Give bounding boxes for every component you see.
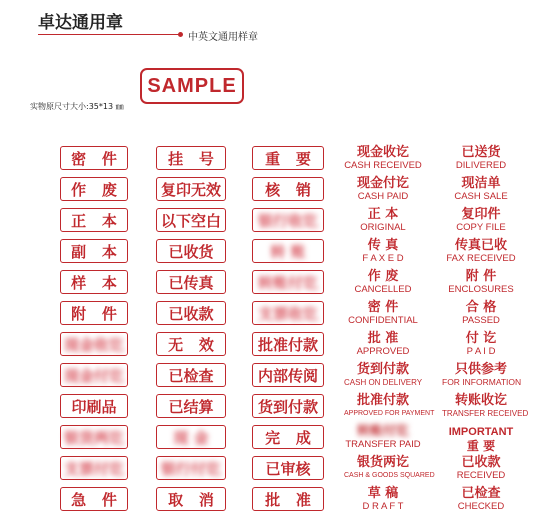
stamp-en: TRANSFER PAID [345, 439, 421, 450]
stamp-cn: 合 格 [465, 300, 497, 315]
stamp: 复印无效 [156, 177, 226, 201]
stamp-en: CASH RECEIVED [344, 160, 422, 171]
stamp-en: FAX RECEIVED [446, 253, 516, 264]
stamp: 已检查 [156, 363, 226, 387]
bilingual-stamp [344, 332, 422, 362]
stamp-en: D R A F T [362, 501, 404, 512]
stamp-cn: 批 准 [367, 331, 399, 346]
stamp-en: DILIVERED [455, 160, 507, 171]
stamp-cn: 转账付讫 [356, 424, 409, 439]
stamp-cn: 付 讫 [465, 331, 497, 346]
stamp-cn: 草 稿 [367, 486, 399, 501]
stamp: 已结算 [156, 394, 226, 418]
stamp-en: APPROVED FOR PAYMENT [344, 410, 435, 417]
title-underline-dot [178, 32, 183, 37]
bilingual-stamp [442, 456, 520, 486]
bilingual-stamp [442, 393, 529, 424]
bilingual-stamp [344, 393, 435, 424]
stamp-cn: 只供参考 [454, 362, 507, 377]
stamp: 挂 号 [156, 146, 226, 170]
bilingual-stamp [344, 487, 422, 517]
bilingual-stamp [442, 487, 520, 517]
stamp-cn: 已检查 [461, 486, 501, 501]
stamp-en: ENCLOSURES [448, 284, 514, 295]
stamp-blurred [156, 456, 226, 480]
stamp: 样 本 [60, 270, 128, 294]
stamp-cn: 现洁单 [461, 176, 501, 191]
stamp-en: RECEIVED [456, 470, 506, 481]
stamp-en: CASH & GOODS SQUARED [344, 472, 435, 479]
stamp: 附 件 [60, 301, 128, 325]
bilingual-stamp [344, 177, 422, 207]
stamp-cn: 现金付讫 [356, 176, 409, 191]
stamp: 已收款 [156, 301, 226, 325]
stamp: 急 件 [60, 487, 128, 511]
stamp: 内部传阅 [252, 363, 324, 387]
bilingual-stamp [344, 270, 422, 300]
stamp-text: 银行付讫 [160, 459, 221, 478]
stamp-text: 转账付讫 [257, 273, 318, 292]
stamp-blurred [60, 363, 128, 387]
stamp: 已收货 [156, 239, 226, 263]
stamp-text: 银货两讫 [63, 428, 124, 447]
stamp-blurred [252, 208, 324, 232]
stamp-cn: 批准付款 [356, 393, 409, 408]
stamp-en: CANCELLED [354, 284, 412, 295]
bilingual-stamp [442, 270, 520, 300]
stamp-blurred [252, 270, 324, 294]
sample-stamp: SAMPLE [140, 68, 244, 104]
bilingual-stamp [344, 455, 435, 486]
bilingual-stamp [344, 239, 422, 269]
stamp-text: 现金付讫 [63, 366, 124, 385]
page-title: 卓达通用章 [38, 13, 123, 33]
stamp: 以下空白 [156, 208, 226, 232]
stamp: 密 件 [60, 146, 128, 170]
stamp: 批 准 [252, 487, 324, 511]
stamp-en: F A X E D [362, 253, 404, 264]
stamp-en: CASH SALE [454, 191, 508, 202]
stamp-cn: 已送货 [461, 145, 501, 160]
stamp-text: 银行收讫 [257, 211, 318, 230]
stamp: 已传真 [156, 270, 226, 294]
stamp-cn: 正 本 [367, 207, 399, 222]
stamp-en: TRANSFER RECEIVED [442, 409, 529, 418]
stamp-en: P A I D [466, 346, 496, 357]
stamp-en: CONFIDENTIAL [348, 315, 418, 326]
bilingual-stamp [442, 177, 520, 207]
stamp-text: 现金收讫 [63, 335, 124, 354]
stamp-text: 支票收讫 [257, 304, 318, 323]
stamp-en: COPY FILE [456, 222, 506, 233]
stamp-blurred [60, 332, 128, 356]
stamp-cn: 传真已收 [454, 238, 507, 253]
stamp-blurred [60, 456, 128, 480]
stamp-cn: 作 废 [367, 269, 399, 284]
stamp-text: 现 金 [173, 428, 209, 447]
bilingual-stamp [442, 425, 520, 455]
bilingual-stamp [442, 146, 520, 176]
stamp-cn: 密 件 [367, 300, 399, 315]
stamp-cn: 转账收讫 [454, 393, 507, 408]
stamp-en: CASH PAID [357, 191, 409, 202]
stamp-cn: 银货两讫 [356, 455, 409, 470]
stamp-text: 支票付讫 [63, 459, 124, 478]
stamp: 已审核 [252, 456, 324, 480]
stamp: 副 本 [60, 239, 128, 263]
stamp-en: ORIGINAL [360, 222, 406, 233]
stamp-cn: 复印件 [461, 207, 501, 222]
stamp: 核 销 [252, 177, 324, 201]
bilingual-stamp [442, 301, 520, 331]
bilingual-stamp [344, 301, 422, 331]
stamp: 正 本 [60, 208, 128, 232]
stamp-en: CASH ON DELIVERY [344, 378, 423, 387]
stamp-cn: 已收款 [461, 455, 501, 470]
stamp-en: PASSED [462, 315, 500, 326]
title-underline [38, 34, 180, 35]
bilingual-stamp [442, 363, 520, 393]
bilingual-stamp [344, 425, 422, 455]
stamp-blurred [156, 425, 226, 449]
stamp: 无 效 [156, 332, 226, 356]
bilingual-stamp [344, 208, 422, 238]
stamp-en: APPROVED [356, 346, 410, 357]
stamp-cn: IMPORTANT [448, 426, 514, 438]
stamp: 重 要 [252, 146, 324, 170]
page-subtitle: 中英文通用样章 [188, 32, 258, 43]
stamp-en: CHECKED [457, 501, 505, 512]
bilingual-stamp [344, 146, 422, 176]
bilingual-stamp [442, 239, 520, 269]
stamp-text: 转 账 [270, 242, 306, 261]
bilingual-stamp [344, 363, 422, 393]
stamp: 印刷品 [60, 394, 128, 418]
stamp: 作 废 [60, 177, 128, 201]
stamp: 货到付款 [252, 394, 324, 418]
stamp-cn: 传 真 [367, 238, 399, 253]
stamp-cn: 货到付款 [356, 362, 409, 377]
size-note: 实物原尺寸大小:35*13 ㎜ [30, 102, 124, 111]
stamp: 完 成 [252, 425, 324, 449]
bilingual-stamp [442, 208, 520, 238]
stamp-blurred [252, 301, 324, 325]
stamp-blurred [252, 239, 324, 263]
stamp-blurred [60, 425, 128, 449]
bilingual-stamp [442, 332, 520, 362]
stamp-cn: 附 件 [465, 269, 497, 284]
stamp: 取 消 [156, 487, 226, 511]
stamp-en: 重 要 [466, 439, 496, 453]
stamp-cn: 现金收讫 [356, 145, 409, 160]
stamp: 批准付款 [252, 332, 324, 356]
stamp-en: FOR INFORMATION [442, 377, 522, 387]
